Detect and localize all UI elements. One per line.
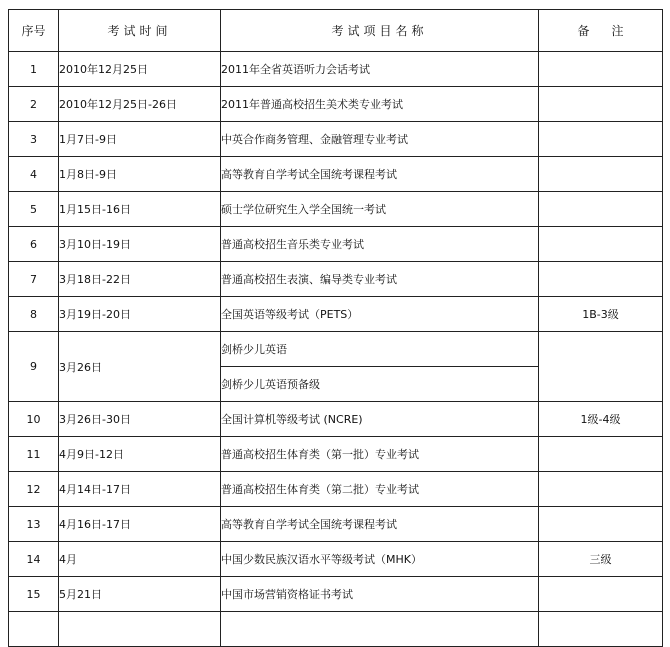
- row-exam-name: 全国计算机等级考试 (NCRE): [221, 402, 539, 437]
- row-date: 3月10日-19日: [59, 227, 221, 262]
- row-number: 7: [9, 262, 59, 297]
- row-remark: [539, 332, 663, 402]
- table-row: [9, 402, 663, 437]
- row-remark: [539, 122, 663, 157]
- row-remark: 三级: [539, 542, 663, 577]
- row-remark: [539, 612, 663, 647]
- table-row: [9, 472, 663, 507]
- row-number: 12: [9, 472, 59, 507]
- row-date: 3月26日: [59, 332, 221, 402]
- row-exam-name: 普通高校招生音乐类专业考试: [221, 227, 539, 262]
- header-exam-time: 考试时间: [59, 10, 221, 52]
- row-remark: [539, 472, 663, 507]
- row-date: 3月19日-20日: [59, 297, 221, 332]
- table-row: [9, 437, 663, 472]
- row-exam-name: 剑桥少儿英语: [221, 332, 539, 367]
- row-exam-name: 2011年全省英语听力会话考试: [221, 52, 539, 87]
- row-exam-name: 高等教育自学考试全国统考课程考试: [221, 507, 539, 542]
- row-exam-name: 硕士学位研究生入学全国统一考试: [221, 192, 539, 227]
- row-date: 5月21日: [59, 577, 221, 612]
- table-row: [9, 87, 663, 122]
- row-date: 1月7日-9日: [59, 122, 221, 157]
- row-exam-name: 中国少数民族汉语水平等级考试（MHK）: [221, 542, 539, 577]
- row-remark: [539, 87, 663, 122]
- table-row: [9, 262, 663, 297]
- row-number: 14: [9, 542, 59, 577]
- row-number: 8: [9, 297, 59, 332]
- table-header-row: [9, 10, 663, 52]
- table-row: [9, 227, 663, 262]
- table-row: [9, 122, 663, 157]
- row-exam-name: 普通高校招生体育类（第一批）专业考试: [221, 437, 539, 472]
- row-exam-name: [221, 612, 539, 647]
- row-date: 3月18日-22日: [59, 262, 221, 297]
- row-exam-name: 2011年普通高校招生美术类专业考试: [221, 87, 539, 122]
- table-row: [9, 612, 663, 647]
- row-date: 1月8日-9日: [59, 157, 221, 192]
- row-number: 6: [9, 227, 59, 262]
- row-exam-name: 全国英语等级考试（PETS）: [221, 297, 539, 332]
- header-serial-number: 序号: [9, 10, 59, 52]
- row-date: 2010年12月25日-26日: [59, 87, 221, 122]
- table-row: [9, 52, 663, 87]
- row-number: 13: [9, 507, 59, 542]
- table-row: [9, 297, 663, 332]
- row-number: 2: [9, 87, 59, 122]
- table-row: [9, 332, 663, 367]
- row-date: [59, 612, 221, 647]
- row-date: 4月9日-12日: [59, 437, 221, 472]
- table-row: [9, 157, 663, 192]
- row-date: 4月16日-17日: [59, 507, 221, 542]
- row-exam-name: 高等教育自学考试全国统考课程考试: [221, 157, 539, 192]
- header-exam-name: 考试项目名称: [221, 10, 539, 52]
- row-date: 2010年12月25日: [59, 52, 221, 87]
- row-exam-name: 中英合作商务管理、金融管理专业考试: [221, 122, 539, 157]
- row-remark: [539, 192, 663, 227]
- row-date: 1月15日-16日: [59, 192, 221, 227]
- table-row: [9, 577, 663, 612]
- exam-schedule-table: [8, 9, 663, 647]
- table-row: [9, 542, 663, 577]
- row-number: 5: [9, 192, 59, 227]
- row-number: 9: [9, 332, 59, 402]
- row-number: 11: [9, 437, 59, 472]
- table-row: [9, 192, 663, 227]
- row-date: 3月26日-30日: [59, 402, 221, 437]
- row-number: 1: [9, 52, 59, 87]
- row-remark: [539, 507, 663, 542]
- row-exam-name: 普通高校招生体育类（第二批）专业考试: [221, 472, 539, 507]
- row-remark: [539, 52, 663, 87]
- row-remark: [539, 157, 663, 192]
- row-date: 4月14日-17日: [59, 472, 221, 507]
- row-remark: [539, 227, 663, 262]
- row-number: 10: [9, 402, 59, 437]
- row-date: 4月: [59, 542, 221, 577]
- table-row: [9, 507, 663, 542]
- row-exam-name: 普通高校招生表演、编导类专业考试: [221, 262, 539, 297]
- row-number: 4: [9, 157, 59, 192]
- header-remarks: 备注: [539, 10, 663, 52]
- row-number: 15: [9, 577, 59, 612]
- row-remark: 1B-3级: [539, 297, 663, 332]
- row-number: [9, 612, 59, 647]
- row-number: 3: [9, 122, 59, 157]
- row-remark: [539, 437, 663, 472]
- row-exam-name: 中国市场营销资格证书考试: [221, 577, 539, 612]
- row-remark: [539, 577, 663, 612]
- row-exam-name: 剑桥少儿英语预备级: [221, 367, 539, 402]
- row-remark: [539, 262, 663, 297]
- row-remark: 1级-4级: [539, 402, 663, 437]
